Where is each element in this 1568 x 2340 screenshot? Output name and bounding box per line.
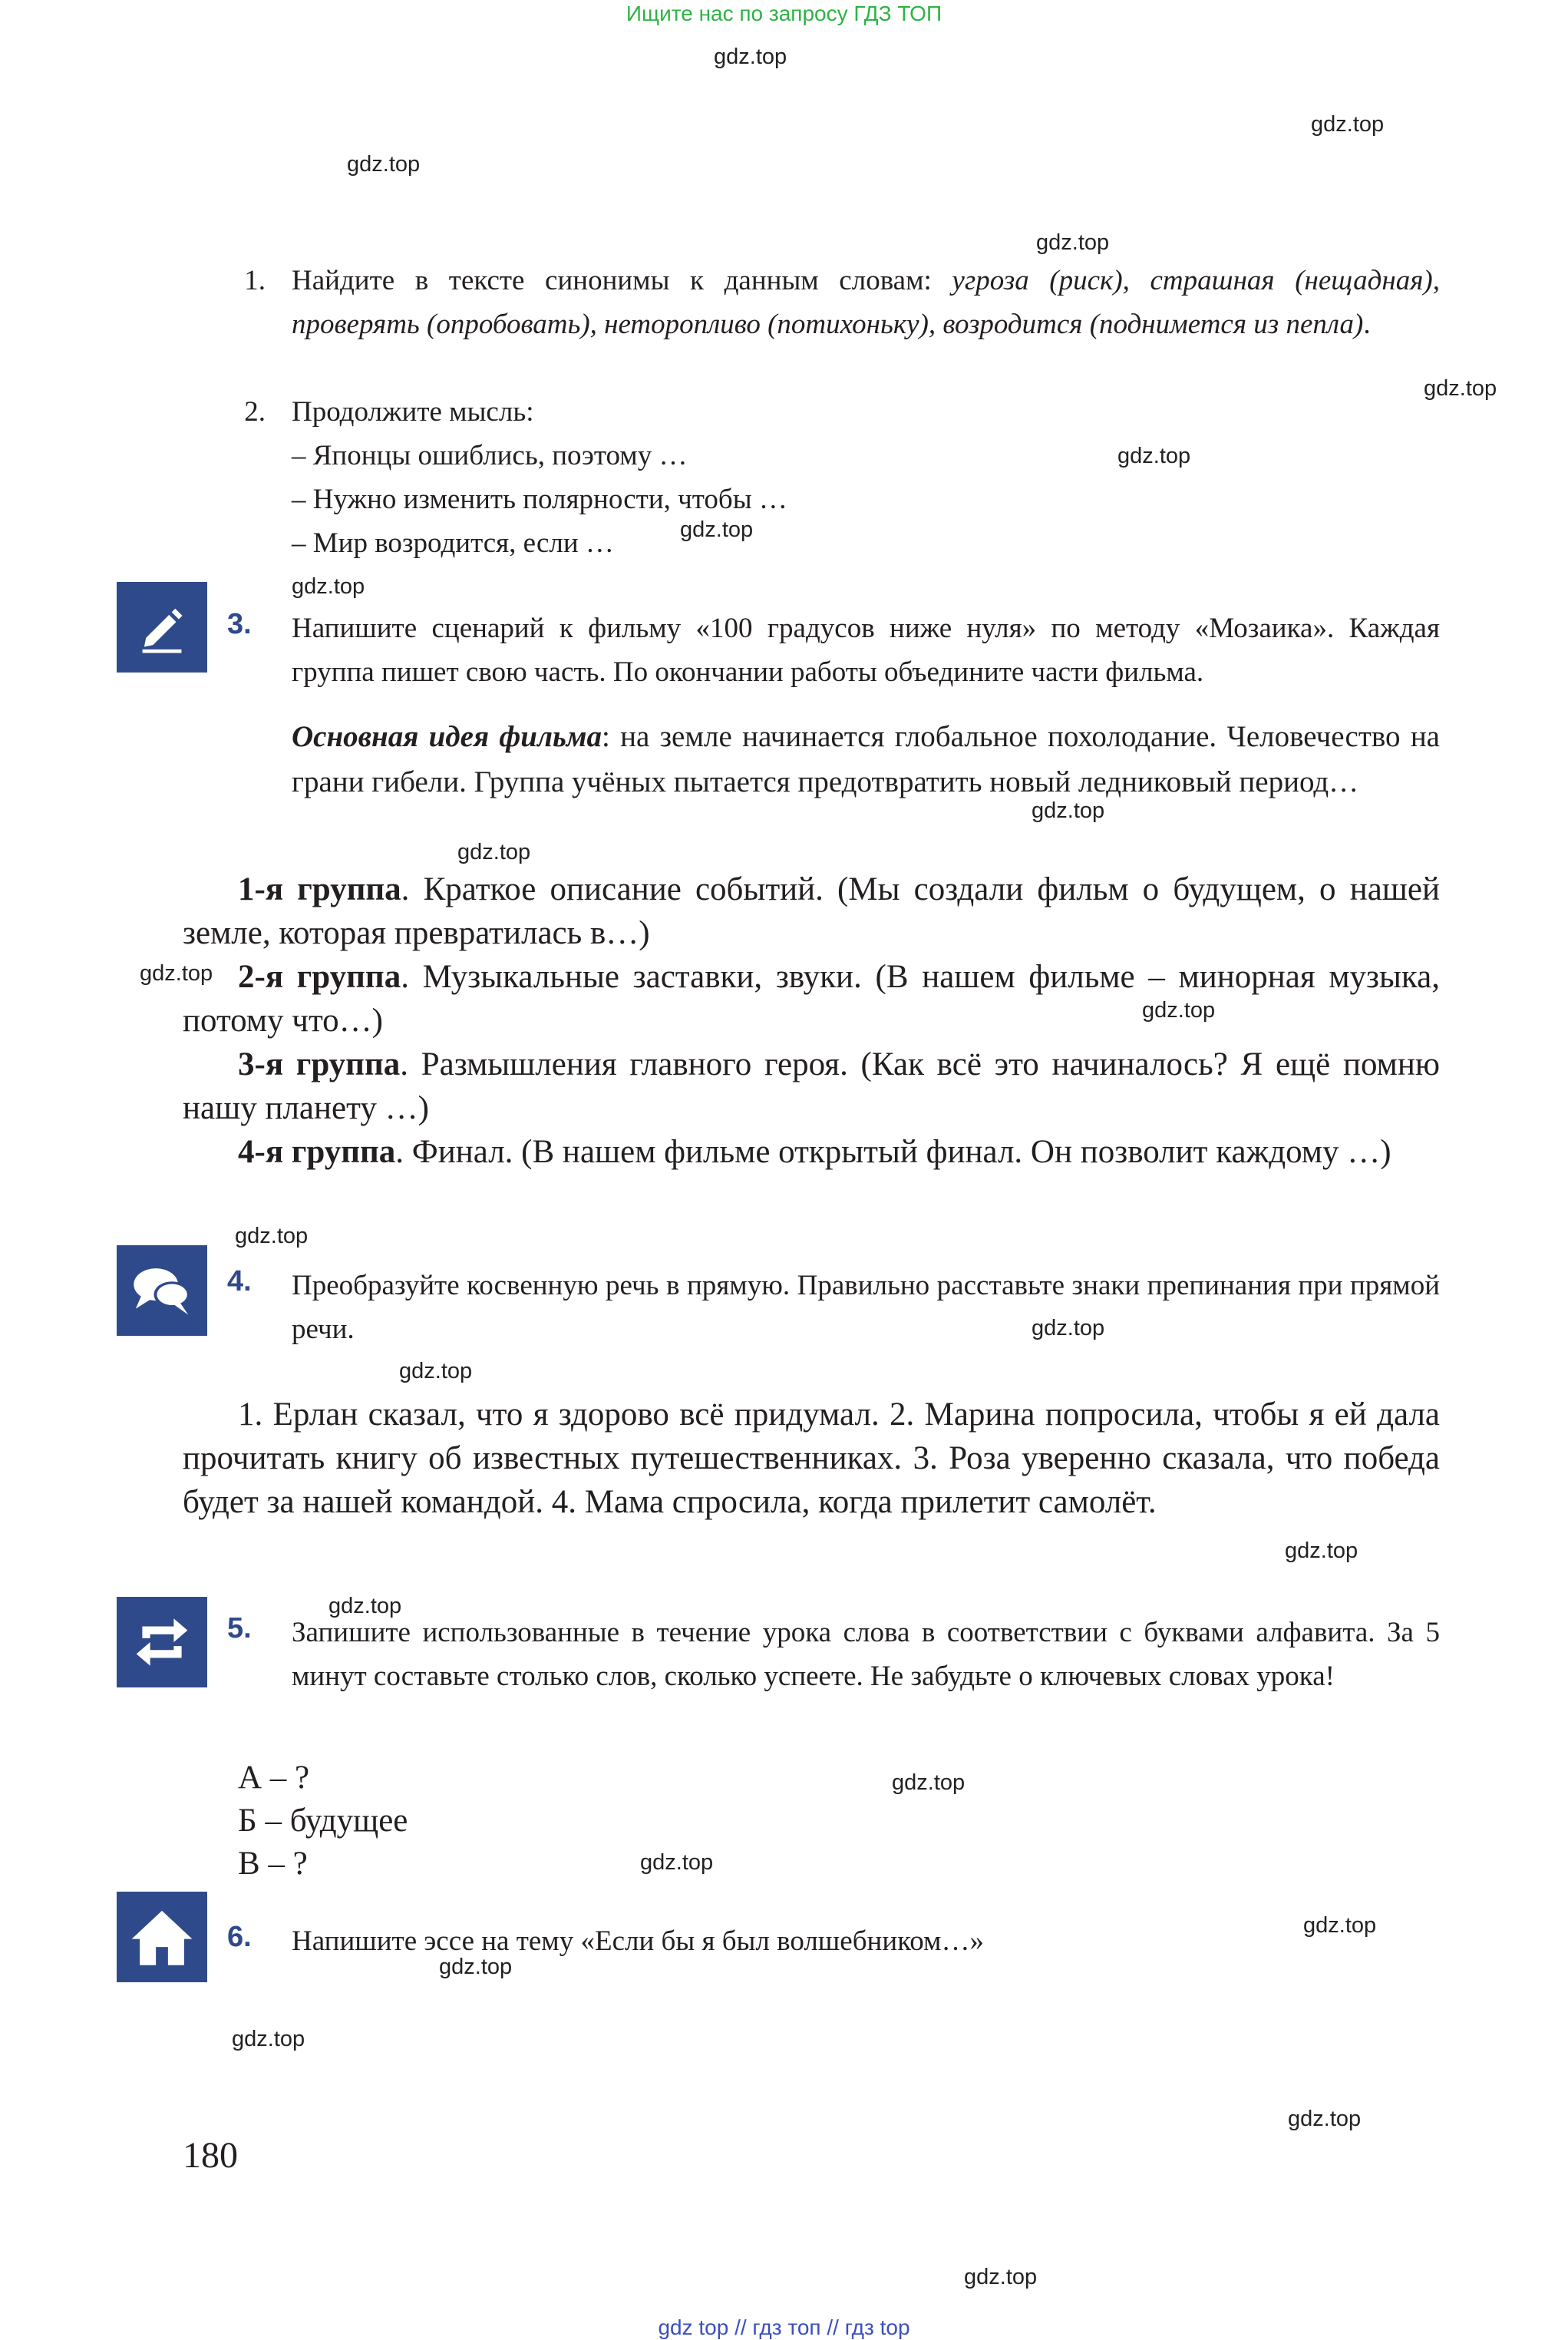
group-label: 2-я группа [238,959,401,995]
question-1 [292,259,1440,346]
group-text: . Финал. (В нашем фильме открытый финал. Он позволит каждому …) [395,1134,1391,1170]
watermark: gdz.top [964,2265,1038,2289]
footer-link[interactable]: гдз top [844,2315,910,2339]
watermark: gdz.top [714,45,787,69]
watermark: gdz.top [1303,1913,1377,1938]
task-4-exercise: 1. Ерлан сказал, что я здорово всё придумал. 2. Марина попросила, чтобы я ей дала прочитать книгу об известных путешественниках. 3. Роза уверенно сказала, что победа будет за нашей командой. 4. Мама спросила, когда прилетит самолёт. [183,1396,1440,1520]
speech-icon-box [117,1245,207,1336]
footer-separator: // [820,2315,845,2339]
pencil-icon-box [117,582,207,673]
repeat-icon-box [117,1597,207,1687]
task-5-instruction: Запишите использованные в течение урока слова в соответствии с буквами алфавита. За 5 минут составьте столько слов, сколько успеете. Не забудьте о ключевых словах урока! [292,1617,1440,1692]
list-item: А – ? [238,1760,310,1796]
watermark: gdz.top [439,1955,513,1979]
question-2 [292,390,1440,565]
group-1 [183,868,1440,955]
watermark: gdz.top [232,2027,305,2051]
group-label: 1-я группа [238,871,401,907]
question-2-text: Продолжите мысль: [292,396,534,428]
watermark: gdz.top [892,1770,966,1795]
question-1-end: . [1363,309,1371,340]
group-2 [183,955,1440,1043]
list-item: – Мир возродится, если … [292,527,614,559]
watermark: gdz.top [1032,1316,1105,1340]
repeat-arrows-icon [130,1611,193,1674]
watermark: gdz.top [457,840,531,864]
group-label: 4-я группа [238,1134,396,1170]
list-item: Б – будущее [238,1803,408,1839]
watermark: gdz.top [292,574,365,599]
watermark: gdz.top [680,517,754,542]
task-number: 4. [227,1265,252,1297]
watermark: gdz.top [235,1224,309,1248]
watermark: gdz.top [640,1850,714,1875]
question-1-words: угроза (риск), страшная (нещадная), проверять (опробовать), неторопливо (потихоньку), возродится (поднимется из пепла) [292,265,1440,340]
group-text: . Музыкальные заставки, звуки. (В нашем фильме – минорная музыка, потому что…) [183,959,1440,1039]
group-text: . Размышления главного героя. (Как всё это начиналось? Я ещё помню нашу планету …) [183,1046,1440,1126]
watermark: gdz.top [347,152,421,177]
home-icon [130,1906,194,1968]
watermark: gdz.top [1311,112,1385,137]
watermark: gdz.top [1142,998,1216,1023]
top-banner[interactable]: Ищите нас по запросу ГДЗ ТОП [626,2,942,25]
watermark: gdz.top [328,1594,402,1618]
footer-links [0,2315,1568,2340]
list-item: – Нужно изменить полярности, чтобы … [292,484,787,515]
watermark: gdz.top [1288,2107,1362,2131]
footer-link[interactable]: gdz top [658,2315,729,2339]
page-number: 180 [183,2135,238,2176]
task-4-instruction: Преобразуйте косвенную речь в прямую. Правильно расставьте знаки препинания при прямой речи. [292,1270,1440,1345]
film-idea-text: : на земле начинается глобальное похолодание. Человечество на грани гибели. Группа учёных пытается предотвратить новый ледниковый период… [292,720,1440,798]
task-6-instruction: Напишите эссе на тему «Если бы я был волшебником…» [292,1925,984,1957]
film-idea [292,714,1440,805]
watermark: gdz.top [140,961,213,986]
watermark: gdz.top [1032,798,1105,823]
footer-separator: // [728,2315,753,2339]
question-number: 2. [244,396,266,428]
watermark: gdz.top [1424,376,1497,401]
watermark: gdz.top [1036,230,1110,255]
group-label: 3-я группа [238,1046,401,1082]
task-number: 3. [227,608,252,640]
watermark: gdz.top [1117,444,1191,468]
watermark: gdz.top [399,1359,473,1383]
speech-bubbles-icon [130,1262,194,1319]
film-idea-label: Основная идея фильма [292,720,602,753]
list-item: – Японцы ошиблись, поэтому … [292,440,688,471]
footer-link[interactable]: гдз топ [752,2315,821,2339]
task-number: 6. [227,1921,252,1953]
task-number: 5. [227,1612,252,1644]
group-3 [183,1043,1440,1130]
list-item: В – ? [238,1846,308,1882]
group-text: . Краткое описание событий. (Мы создали фильм о будущем, о нашей земле, которая превратилась в…) [183,871,1440,951]
group-4 [183,1130,1440,1174]
task-3-instruction: Напишите сценарий к фильму «100 градусов ниже нуля» по методу «Мозаика». Каждая группа пишет свою часть. По окончании работы объедините части фильма. [292,613,1440,688]
question-1-text: Найдите в тексте синонимы к данным словам: [292,265,952,296]
letters-list [238,1757,852,1886]
home-icon-box [117,1892,207,1982]
question-number: 1. [244,265,266,296]
pencil-icon [134,599,190,656]
watermark: gdz.top [1285,1539,1358,1563]
